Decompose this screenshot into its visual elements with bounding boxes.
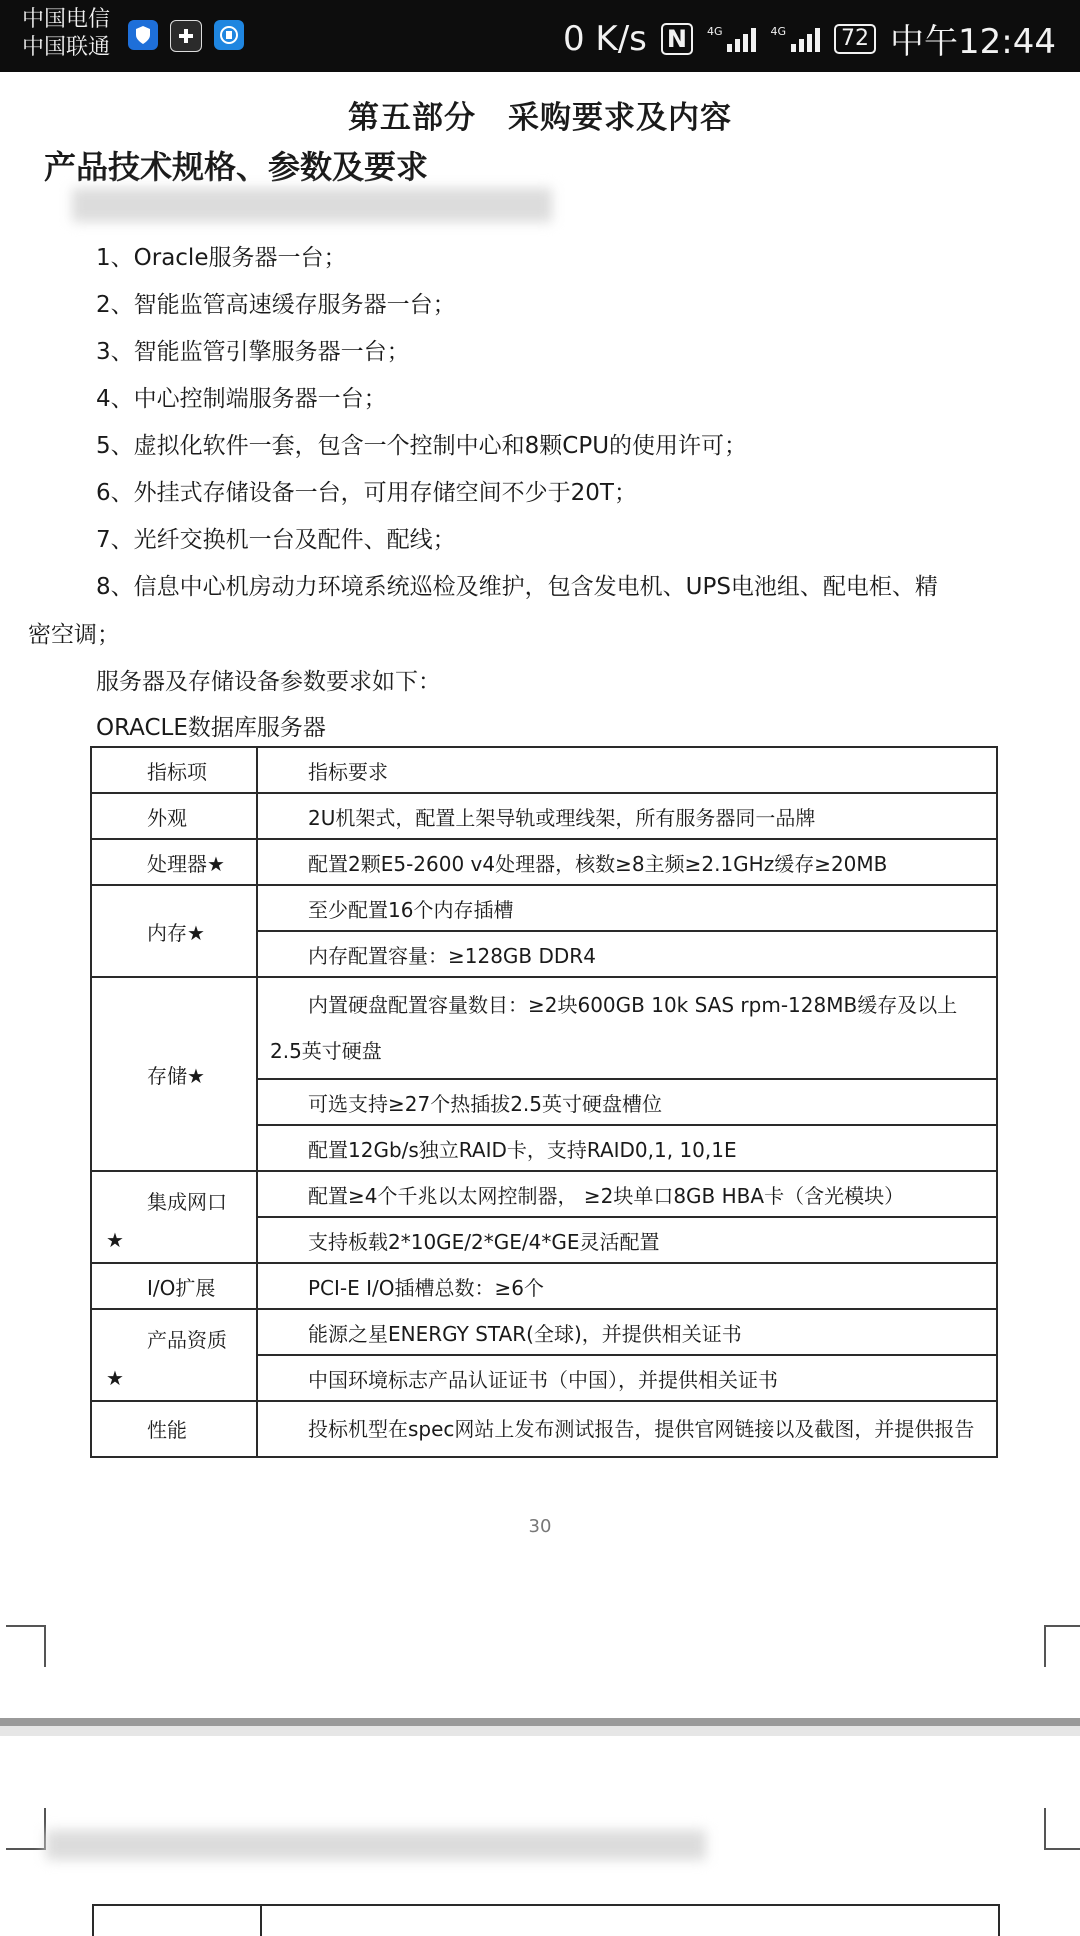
status-bar xyxy=(0,0,1080,72)
row-label: 性能 xyxy=(91,1401,257,1457)
redacted-text xyxy=(72,188,552,222)
page-title: 第五部分 采购要求及内容 xyxy=(348,100,732,136)
carrier-1: 中国电信 xyxy=(22,7,111,32)
signal-icon xyxy=(707,26,757,52)
star-icon: ★ xyxy=(106,1366,124,1390)
table-header-value: 指标要求 xyxy=(257,747,997,793)
params-intro: 服务器及存储设备参数要求如下： xyxy=(96,669,441,695)
page-number: 30 xyxy=(528,1516,552,1537)
row-label-starred xyxy=(91,1309,257,1401)
row-value: 至少配置16个内存插槽 xyxy=(257,885,997,931)
plus-app-icon xyxy=(170,20,202,52)
row-label: 集成网口 xyxy=(147,1190,227,1214)
row-value: 投标机型在spec网站上发布测试报告，提供官网链接以及截图，并提供报告 xyxy=(308,1417,975,1441)
list-item: 8、信息中心机房动力环境系统巡检及维护，包含发电机、UPS电池组、配电柜、精 xyxy=(96,574,938,600)
list-item: 6、外挂式存储设备一台，可用存储空间不少于20T； xyxy=(96,480,637,506)
row-label: I/O扩展 xyxy=(91,1263,257,1309)
table-row xyxy=(91,1263,997,1309)
notification-icons xyxy=(128,20,244,52)
bank-app-icon xyxy=(214,20,244,50)
row-value-multiline xyxy=(257,1401,997,1457)
next-page-table xyxy=(92,1904,1000,1936)
carrier-info xyxy=(22,6,110,62)
list-item: 1、Oracle服务器一台； xyxy=(96,245,347,271)
row-value: 支持板载2*10GE/2*GE/4*GE灵活配置 xyxy=(257,1217,997,1263)
row-value: 内存配置容量：≥128GB DDR4 xyxy=(257,931,997,977)
row-value: 可选支持≥27个热插拔2.5英寸硬盘槽位 xyxy=(257,1079,997,1125)
carrier-2: 中国联通 xyxy=(22,35,111,60)
list-item-continued: 密空调； xyxy=(28,622,120,648)
table-row xyxy=(91,747,997,793)
table-row xyxy=(91,839,997,885)
row-value: 内置硬盘配置容量数目：≥2块600GB 10k SAS rpm-128MB缓存及以上2.5英寸硬盘 xyxy=(270,993,958,1063)
page-corner-mark xyxy=(1044,1625,1080,1667)
row-value: 能源之星ENERGY STAR(全球)，并提供相关证书 xyxy=(257,1309,997,1355)
status-right xyxy=(563,14,1056,63)
table-row xyxy=(91,1309,997,1355)
net-speed: 0 K/s xyxy=(562,18,647,59)
table-divider xyxy=(260,1906,262,1936)
row-value: 配置2颗E5-2600 v4处理器，核数≥8主频≥2.1GHz缓存≥20MB xyxy=(257,839,997,885)
table-row xyxy=(91,977,997,1079)
row-label: 处理器★ xyxy=(91,839,257,885)
list-item: 7、光纤交换机一台及配件、配线； xyxy=(96,527,456,553)
table-row xyxy=(91,885,997,931)
row-label: 存储★ xyxy=(91,977,257,1171)
list-item: 4、中心控制端服务器一台； xyxy=(96,386,387,412)
section-title: 产品技术规格、参数及要求 xyxy=(44,148,429,186)
page-separator-shadow xyxy=(0,1726,1080,1736)
battery-icon: 72 xyxy=(834,24,876,54)
signal-1-tech: 4G xyxy=(706,24,723,38)
table-title: ORACLE数据库服务器 xyxy=(96,715,326,741)
row-value: 配置12Gb/s独立RAID卡，支持RAID0,1, 10,1E xyxy=(257,1125,997,1171)
row-value-multiline xyxy=(257,977,997,1079)
clock: 中午12:44 xyxy=(890,22,1056,62)
table-row xyxy=(91,1401,997,1457)
row-label-starred xyxy=(91,1171,257,1263)
signal-2-icon xyxy=(770,26,820,52)
row-label: 内存★ xyxy=(91,885,257,977)
list-item: 5、虚拟化软件一套，包含一个控制中心和8颗CPU的使用许可； xyxy=(96,433,748,459)
page-corner-mark xyxy=(6,1625,46,1667)
list-item: 3、智能监管引擎服务器一台； xyxy=(96,339,410,365)
signal-2-tech: 4G xyxy=(770,24,787,38)
page-corner-mark xyxy=(6,1808,46,1850)
table-header-label: 指标项 xyxy=(91,747,257,793)
row-label: 产品资质 xyxy=(147,1328,227,1352)
star-icon: ★ xyxy=(106,1228,124,1252)
row-label: 外观 xyxy=(91,793,257,839)
row-value: 中国环境标志产品认证证书（中国），并提供相关证书 xyxy=(257,1355,997,1401)
table-row xyxy=(91,1171,997,1217)
shield-app-icon xyxy=(128,20,158,50)
row-value: 2U机架式，配置上架导轨或理线架，所有服务器同一品牌 xyxy=(257,793,997,839)
row-value: PCI-E I/O插槽总数：≥6个 xyxy=(257,1263,997,1309)
page-separator xyxy=(0,1718,1080,1726)
page-corner-mark xyxy=(1044,1808,1080,1850)
table-row xyxy=(91,793,997,839)
nfc-icon: N xyxy=(661,23,693,55)
row-value: 配置≥4个千兆以太网控制器， ≥2块单口8GB HBA卡（含光模块） xyxy=(257,1171,997,1217)
list-item: 2、智能监管高速缓存服务器一台； xyxy=(96,292,456,318)
spec-table xyxy=(90,746,998,1458)
redacted-header xyxy=(46,1830,706,1860)
